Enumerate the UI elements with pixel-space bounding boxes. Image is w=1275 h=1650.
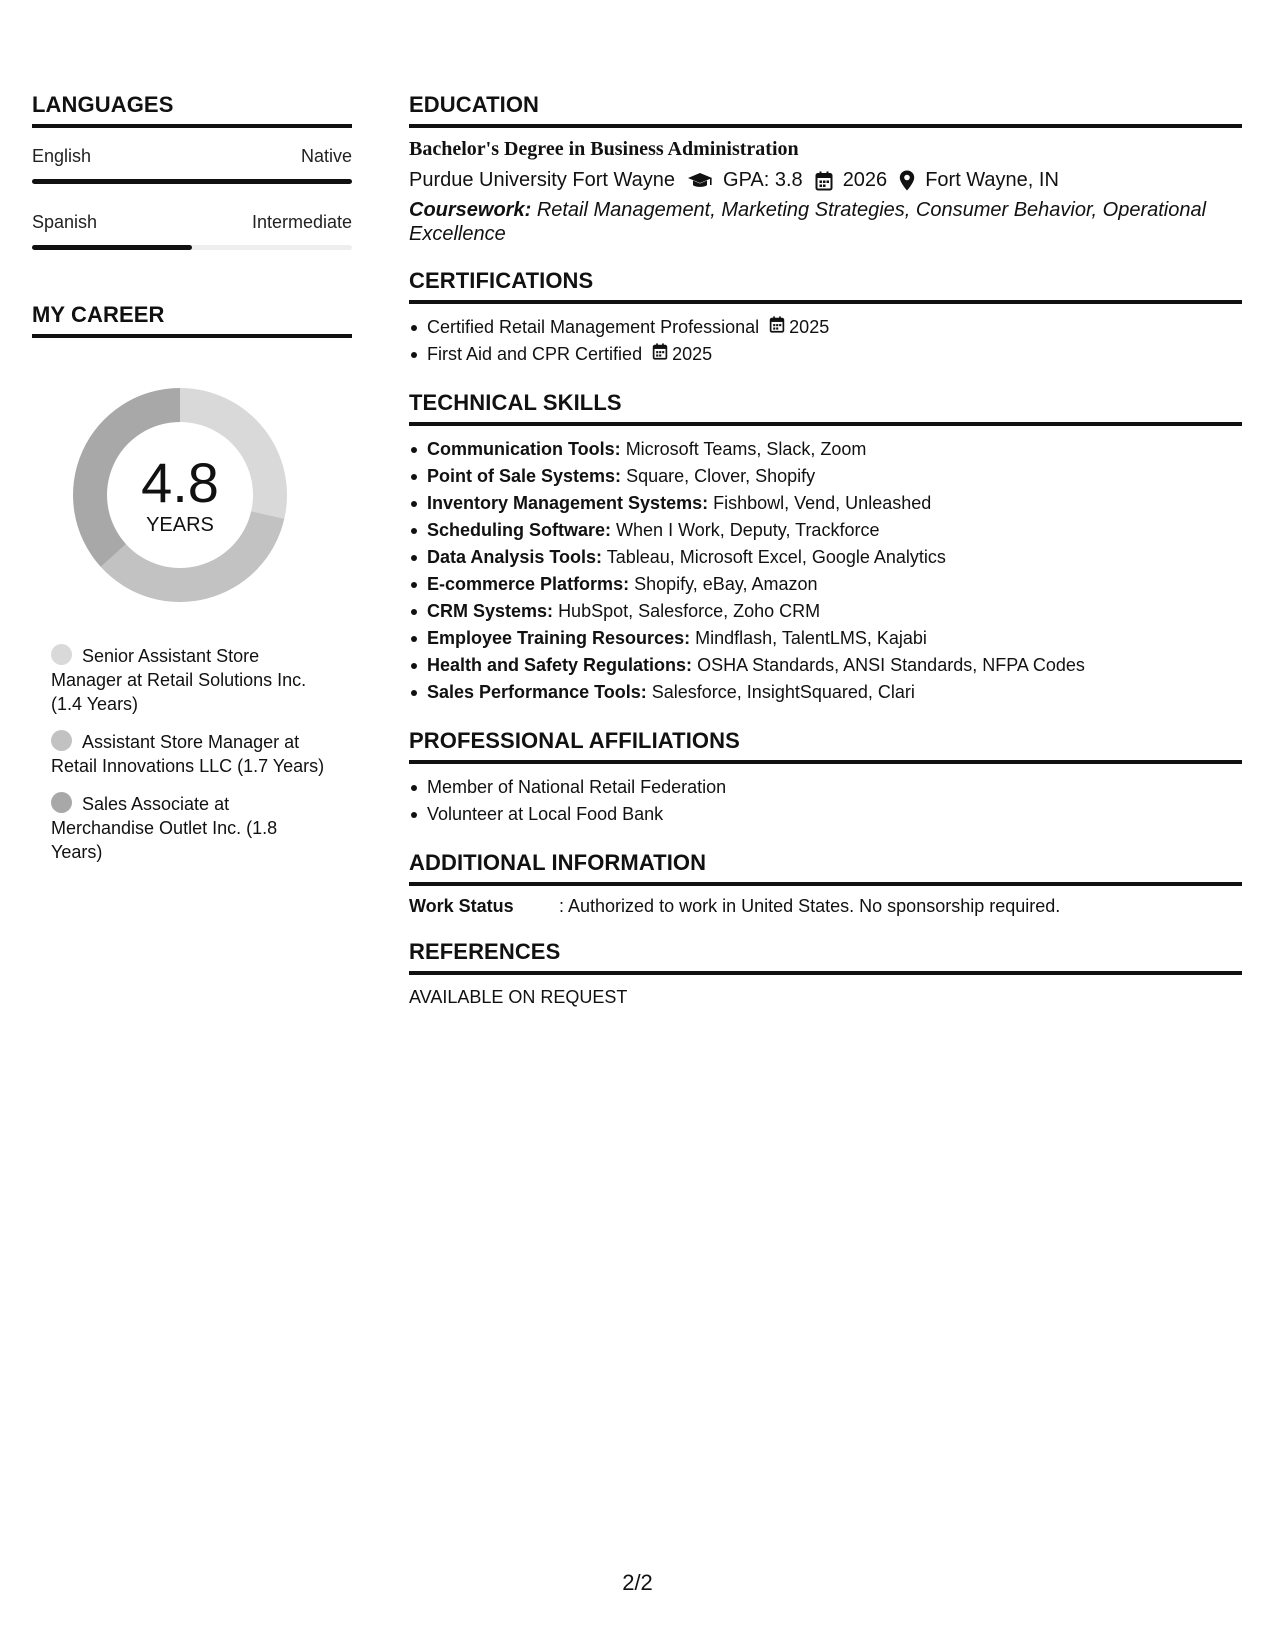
education-school: Purdue University Fort Wayne	[409, 169, 676, 191]
language-proficiency-bar	[32, 245, 352, 250]
skill-values: Square, Clover, Shopify	[626, 466, 816, 486]
skill-category: Inventory Management Systems:	[427, 493, 709, 513]
career-legend-item	[51, 792, 331, 864]
skill-item	[409, 652, 1242, 679]
skill-category: Data Analysis Tools:	[427, 547, 603, 567]
left-column	[32, 92, 352, 878]
career-legend-label: Senior Assistant Store Manager at Retail Solutions Inc. (1.4 Years)	[51, 646, 307, 714]
language-name: English	[32, 146, 92, 166]
work-status-row	[409, 896, 1242, 917]
skill-category: CRM Systems:	[427, 601, 554, 621]
certification-year-wrap	[652, 341, 712, 368]
skill-item	[409, 571, 1242, 598]
languages-list	[32, 146, 352, 250]
education-degree: Bachelor's Degree in Business Administration	[409, 138, 799, 160]
skill-category: E-commerce Platforms:	[427, 574, 630, 594]
calendar-icon	[815, 171, 833, 191]
career-legend-label: Assistant Store Manager at Retail Innovations LLC (1.7 Years)	[51, 732, 325, 776]
education-location: Fort Wayne, IN	[925, 169, 1059, 191]
language-level: Intermediate	[251, 212, 352, 232]
skill-item	[409, 598, 1242, 625]
career-donut-chart	[65, 380, 295, 610]
language-name: Spanish	[32, 212, 98, 232]
career-total-value: 4.8	[141, 450, 219, 514]
career-total-unit: YEARS	[146, 513, 214, 536]
certifications-section	[409, 268, 1242, 368]
language-proficiency-bar	[32, 179, 352, 184]
affiliation-item: Member of National Retail Federation	[409, 774, 1242, 801]
skill-category: Employee Training Resources:	[427, 628, 691, 648]
skill-values: Salesforce, InsightSquared, Clari	[651, 682, 915, 702]
references-section	[409, 939, 1242, 1008]
skill-item	[409, 679, 1242, 706]
work-status-label: Work Status	[409, 896, 514, 916]
affiliations-list	[409, 774, 1242, 828]
skill-category: Communication Tools:	[427, 439, 621, 459]
references-text: AVAILABLE ON REQUEST	[409, 987, 628, 1007]
skill-values: Microsoft Teams, Slack, Zoom	[625, 439, 867, 459]
education-section	[409, 92, 1242, 246]
skill-values: HubSpot, Salesforce, Zoho CRM	[558, 601, 821, 621]
technical-skills-list	[409, 436, 1242, 706]
career-legend-dot	[51, 792, 72, 813]
calendar-icon	[769, 314, 789, 341]
career-legend-label: Sales Associate at Merchandise Outlet Inc. (1.8 Years)	[51, 794, 278, 862]
education-title: EDUCATION	[409, 92, 1242, 128]
work-status-value: : Authorized to work in United States. No sponsorship required.	[559, 896, 1061, 916]
languages-section	[32, 92, 352, 250]
career-section	[32, 302, 352, 864]
skill-item	[409, 436, 1242, 463]
language-item	[32, 146, 352, 184]
technical-skills-section	[409, 390, 1242, 706]
donut-center	[65, 380, 295, 610]
skill-category: Scheduling Software:	[427, 520, 612, 540]
calendar-icon	[652, 341, 672, 368]
graduation-cap-icon	[687, 172, 713, 190]
skill-item	[409, 517, 1242, 544]
skill-item	[409, 625, 1242, 652]
certification-item	[409, 314, 1242, 341]
affiliation-item: Volunteer at Local Food Bank	[409, 801, 1242, 828]
technical-skills-title: TECHNICAL SKILLS	[409, 390, 1242, 426]
affiliations-title: PROFESSIONAL AFFILIATIONS	[409, 728, 1242, 764]
certification-name: First Aid and CPR Certified	[427, 344, 643, 364]
skill-category: Point of Sale Systems:	[427, 466, 622, 486]
skill-category: Sales Performance Tools:	[427, 682, 647, 702]
certifications-list	[409, 314, 1242, 368]
certification-year: 2025	[789, 317, 830, 337]
education-year: 2026	[842, 169, 888, 191]
certification-year-wrap	[769, 314, 829, 341]
right-column	[409, 92, 1242, 1008]
language-proficiency-fill	[32, 245, 192, 250]
certification-name: Certified Retail Management Professional	[427, 317, 760, 337]
skill-values: Fishbowl, Vend, Unleashed	[713, 493, 932, 513]
career-legend-dot	[51, 730, 72, 751]
language-item	[32, 212, 352, 250]
skill-values: OSHA Standards, ANSI Standards, NFPA Codes	[697, 655, 1085, 675]
career-title: MY CAREER	[32, 302, 352, 338]
certification-year: 2025	[672, 344, 713, 364]
coursework-text: Retail Management, Marketing Strategies, Consumer Behavior, Operational Excellence	[409, 199, 1207, 245]
language-row	[32, 212, 352, 233]
certification-item	[409, 341, 1242, 368]
skill-item	[409, 544, 1242, 571]
coursework-label: Coursework:	[409, 199, 532, 221]
career-legend-item	[51, 730, 331, 778]
additional-info-title: ADDITIONAL INFORMATION	[409, 850, 1242, 886]
career-legend-dot	[51, 644, 72, 665]
career-legend-item	[51, 644, 331, 716]
references-title: REFERENCES	[409, 939, 1242, 975]
skill-category: Health and Safety Regulations:	[427, 655, 693, 675]
language-level: Native	[300, 146, 352, 166]
education-gpa: GPA: 3.8	[723, 169, 803, 191]
skill-values: When I Work, Deputy, Trackforce	[616, 520, 880, 540]
skill-values: Tableau, Microsoft Excel, Google Analytics	[606, 547, 946, 567]
skill-item	[409, 463, 1242, 490]
certifications-title: CERTIFICATIONS	[409, 268, 1242, 304]
skill-item	[409, 490, 1242, 517]
languages-title: LANGUAGES	[32, 92, 352, 128]
map-pin-icon	[899, 170, 915, 191]
affiliations-section	[409, 728, 1242, 828]
skill-values: Shopify, eBay, Amazon	[634, 574, 818, 594]
language-proficiency-fill	[32, 179, 352, 184]
education-coursework	[409, 198, 1242, 246]
additional-info-section	[409, 850, 1242, 917]
skill-values: Mindflash, TalentLMS, Kajabi	[695, 628, 927, 648]
page-number: 2/2	[622, 1570, 653, 1595]
education-meta	[409, 169, 1242, 192]
career-legend	[51, 644, 331, 864]
language-row	[32, 146, 352, 167]
